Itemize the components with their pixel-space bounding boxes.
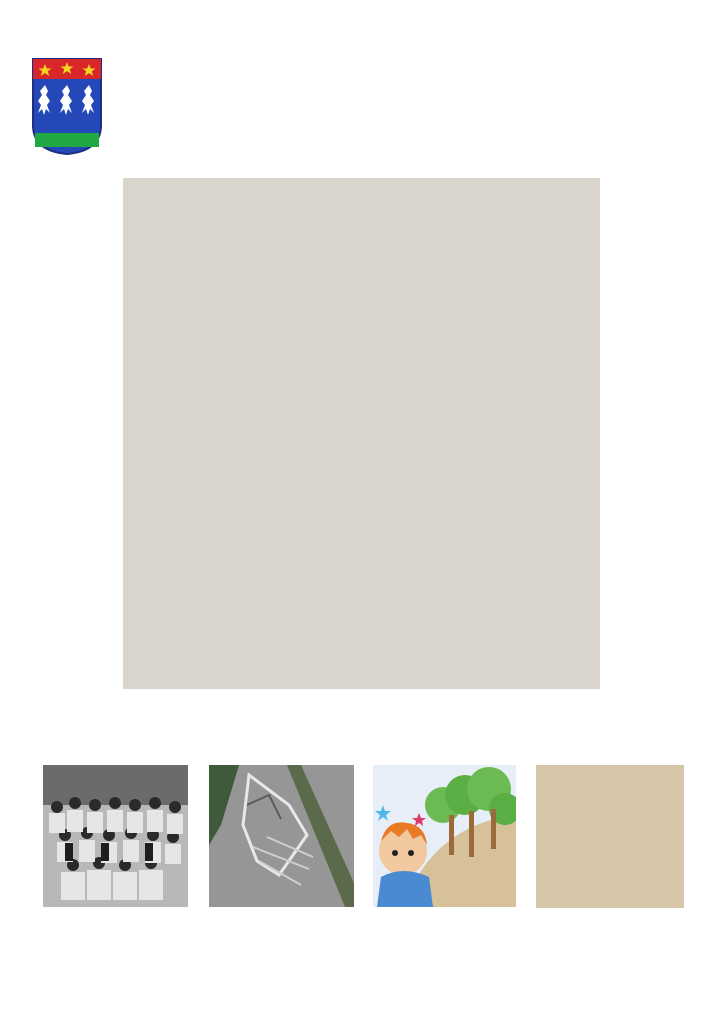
association-logo — [31, 57, 171, 157]
lidar-photo — [209, 765, 354, 907]
armenian-group-photo — [43, 765, 188, 907]
magazine-title — [196, 70, 686, 138]
lidar-image-icon — [209, 765, 354, 907]
door-photo-mosaic — [123, 178, 600, 689]
comic-illustration-icon — [373, 765, 516, 907]
group-photo-icon — [43, 765, 188, 907]
also-inside-box — [536, 765, 684, 908]
shield-icon — [31, 57, 103, 155]
mysterious-hill-illustration — [373, 765, 516, 907]
